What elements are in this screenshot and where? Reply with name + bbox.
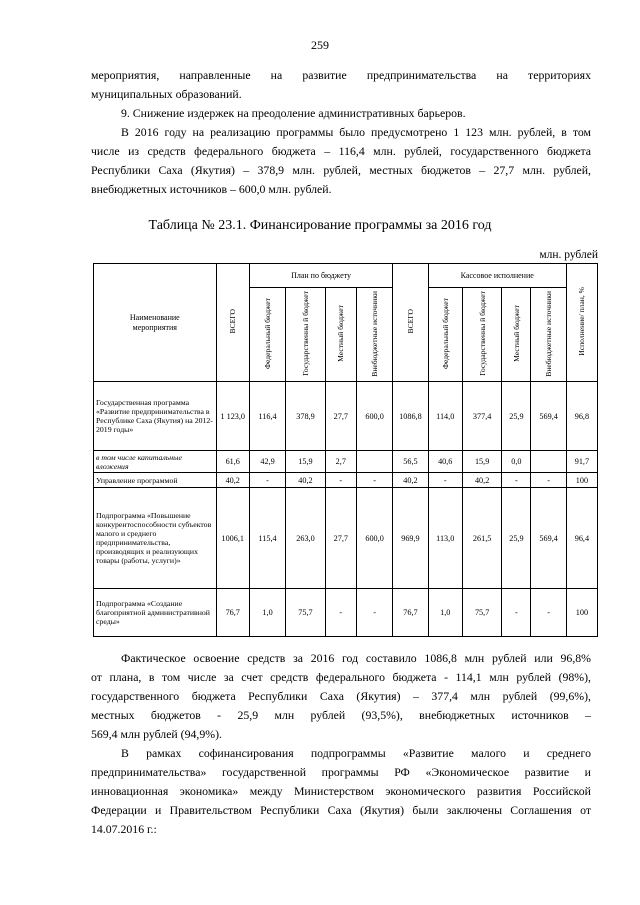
cell-percent: 100: [566, 589, 597, 637]
item-9-text: 9. Снижение издержек на преодоление административных барьеров.: [121, 106, 466, 120]
cell-exec-extra: 569,4: [531, 382, 566, 451]
table-row: [94, 451, 598, 473]
cofin-line-2: предпринимательства» государственной программы РФ «Экономическое развитие и: [91, 765, 591, 779]
cell-plan-total: 1 123,0: [216, 382, 249, 451]
cell-percent: 96,4: [566, 488, 597, 589]
cofin-line-3: инновационная экономика» между Министерством экономического развития Российской: [91, 784, 591, 798]
funding-line-4: внебюджетных источников – 600,0 млн. рублей.: [91, 182, 332, 196]
header-plan-local: Местный бюджет: [325, 288, 356, 382]
cell-plan-total: 40,2: [216, 473, 249, 488]
cell-exec-total: 76,7: [393, 589, 428, 637]
cell-plan-total: 76,7: [216, 589, 249, 637]
header-plan-federal: Федеральный бюджет: [249, 288, 285, 382]
cofin-line-5: 14.07.2016 г.:: [91, 822, 157, 836]
cell-exec-total: 1086,8: [393, 382, 428, 451]
cell-plan-federal: 116,4: [249, 382, 285, 451]
row-name: в том числе капитальные вложения: [94, 451, 217, 473]
cell-plan-federal: 115,4: [249, 488, 285, 589]
cell-exec-extra: -: [531, 473, 566, 488]
cell-exec-extra: [531, 451, 566, 473]
cell-plan-local: -: [325, 589, 356, 637]
header-percent: Исполнение/ план, %: [566, 264, 597, 382]
header-exec-state: Государственны й бюджет: [462, 288, 501, 382]
cell-plan-state: 40,2: [286, 473, 325, 488]
header-plan-state: Государственны й бюджет: [286, 288, 325, 382]
cell-percent: 96,8: [566, 382, 597, 451]
header-exec-federal: Федеральный бюджет: [428, 288, 462, 382]
cell-exec-federal: 114,0: [428, 382, 462, 451]
table-row: [94, 382, 598, 451]
header-exec-extra: Внебюджетные источники: [531, 288, 566, 382]
actual-line-4: местных бюджетов - 25,9 млн рублей (93,5%), внебюджетных источников –: [91, 708, 591, 722]
header-plan-group: План по бюджету: [249, 264, 392, 288]
cell-exec-federal: 1,0: [428, 589, 462, 637]
cell-plan-state: 15,9: [286, 451, 325, 473]
actual-line-5: 569,4 млн рублей (94,9%).: [91, 727, 222, 741]
intro-paragraph: [91, 66, 591, 104]
row-name: Подпрограмма «Создание благоприятной административной среды»: [94, 589, 217, 637]
cell-plan-local: 2,7: [325, 451, 356, 473]
header-plan-extra: Внебюджетные источники: [356, 288, 392, 382]
cell-exec-federal: 40,6: [428, 451, 462, 473]
cell-exec-federal: 113,0: [428, 488, 462, 589]
table-row: [94, 589, 598, 637]
cell-exec-extra: -: [531, 589, 566, 637]
cell-exec-local: -: [502, 589, 531, 637]
cell-plan-extra: -: [356, 473, 392, 488]
cell-plan-extra: 600,0: [356, 382, 392, 451]
cell-plan-state: 263,0: [286, 488, 325, 589]
cell-exec-state: 40,2: [462, 473, 501, 488]
cofinancing-paragraph: [91, 744, 591, 839]
header-exec-total: ВСЕГО: [393, 264, 428, 382]
cell-plan-extra: -: [356, 589, 392, 637]
header-exec-group: Кассовое исполнение: [428, 264, 566, 288]
cell-exec-state: 377,4: [462, 382, 501, 451]
cell-plan-total: 1006,1: [216, 488, 249, 589]
cell-percent: 100: [566, 473, 597, 488]
header-plan-total: ВСЕГО: [216, 264, 249, 382]
cell-plan-state: 75,7: [286, 589, 325, 637]
cell-plan-local: 27,7: [325, 488, 356, 589]
cell-exec-state: 261,5: [462, 488, 501, 589]
cell-exec-state: 75,7: [462, 589, 501, 637]
cell-plan-state: 378,9: [286, 382, 325, 451]
item-9: [91, 104, 591, 123]
cell-exec-total: 969,9: [393, 488, 428, 589]
funding-line-3: Республики Саха (Якутия) – 378,9 млн. рублей, местных бюджетов – 27,7 млн. рублей,: [91, 163, 591, 177]
cell-plan-federal: -: [249, 473, 285, 488]
cell-exec-local: 25,9: [502, 382, 531, 451]
header-name: Наименование мероприятия: [94, 264, 217, 382]
funding-line-1: В 2016 году на реализацию программы было предусмотрено 1 123 млн. рублей, в том: [121, 125, 591, 139]
cell-exec-state: 15,9: [462, 451, 501, 473]
row-name: Подпрограмма «Повышение конкурентоспособности субъектов малого и среднего предпринимательства, производящих и реализующих товары (работы, услуги)»: [94, 488, 217, 589]
cell-plan-extra: [356, 451, 392, 473]
cell-exec-total: 56,5: [393, 451, 428, 473]
cell-percent: 91,7: [566, 451, 597, 473]
intro-line-1: мероприятия, направленные на развитие предпринимательства на территориях: [91, 68, 591, 82]
cell-exec-extra: 569,4: [531, 488, 566, 589]
cell-exec-federal: -: [428, 473, 462, 488]
cell-exec-local: -: [502, 473, 531, 488]
cell-plan-local: 27,7: [325, 382, 356, 451]
table-units: млн. рублей: [539, 249, 598, 261]
row-name: Управление программой: [94, 473, 217, 488]
cell-exec-total: 40,2: [393, 473, 428, 488]
cell-plan-federal: 42,9: [249, 451, 285, 473]
cell-plan-total: 61,6: [216, 451, 249, 473]
table-row: [94, 473, 598, 488]
cell-exec-local: 0,0: [502, 451, 531, 473]
cell-plan-local: -: [325, 473, 356, 488]
cofin-line-1: В рамках софинансирования подпрограммы «Развитие малого и среднего: [121, 746, 591, 760]
financing-table: [93, 263, 598, 637]
cell-plan-federal: 1,0: [249, 589, 285, 637]
row-name: Государственная программа «Развитие предпринимательства в Республике Саха (Якутия) на 2012-2019 годы»: [94, 382, 217, 451]
intro-line-2: муниципальных образований.: [91, 87, 242, 101]
actual-line-3: государственного бюджета Республики Саха (Якутия) – 377,4 млн рублей (99,6%),: [91, 689, 591, 703]
funding-line-2: числе из средств федерального бюджета – 116,4 млн. рублей, государственного бюджета: [91, 144, 591, 158]
header-exec-local: Местный бюджет: [502, 288, 531, 382]
cell-exec-local: 25,9: [502, 488, 531, 589]
actual-line-2: от плана, в том числе за счет средств федерального бюджета - 114,1 млн рублей (98%),: [91, 670, 591, 684]
actual-line-1: Фактическое освоение средств за 2016 год составило 1086,8 млн рублей или 96,8%: [121, 651, 591, 665]
cofin-line-4: Федерации и Правительством Республики Саха (Якутия) были заключены Соглашения от: [91, 803, 591, 817]
actual-spending-paragraph: [91, 649, 591, 744]
table-title: Таблица № 23.1. Финансирование программы за 2016 год: [148, 218, 492, 233]
page-number: 259: [311, 38, 329, 52]
table-row: [94, 488, 598, 589]
cell-plan-extra: 600,0: [356, 488, 392, 589]
funding-paragraph: [91, 123, 591, 199]
